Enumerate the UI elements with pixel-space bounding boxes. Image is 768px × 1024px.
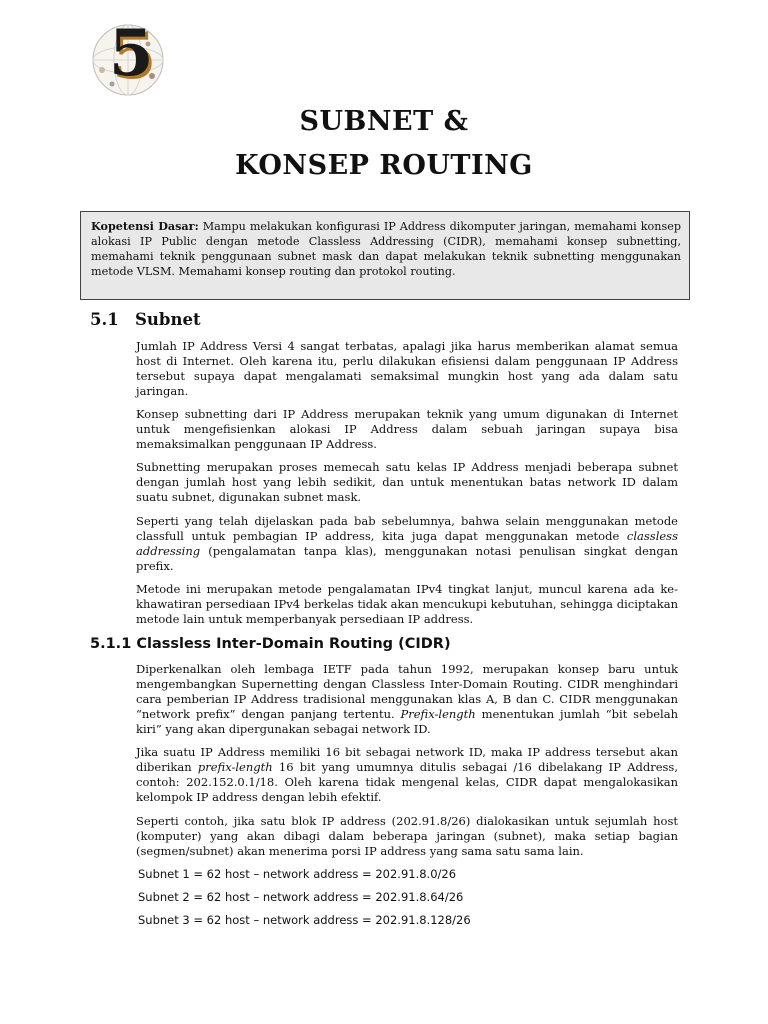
paragraph: Seperti contoh, jika satu blok IP address (202.91.8/26) dialokasikan untuk sejumlah host (komputer) yang akan dibagi dalam beberapa jaringan (subnet), maka setiap bagian (segmen/subnet) akan menerima porsi IP address yang sama satu sama lain.: [136, 814, 678, 858]
text-run: 16 bit yang umumnya ditulis sebagai /16 dibelakang IP Address, contoh: 202.152.0.1/18. Oleh karena tidak mengenal kelas, CIDR dapat mengalokasikan kelompok IP address dengan lebih efektif.: [136, 760, 678, 804]
page-title-line1: SUBNET &: [299, 106, 469, 137]
chapter-emblem: [90, 16, 166, 98]
chapter-number: 5: [109, 16, 154, 91]
paragraph: Subnetting merupakan proses memecah satu kelas IP Address menjadi beberapa subnet dengan jumlah host yang lebih sedikit, dan untuk menentukan batas network ID dalam suatu subnet, digunakan subnet mask.: [136, 460, 678, 504]
paragraph: Metode ini merupakan metode pengalamatan IPv4 tingkat lanjut, muncul karena ada ke-khawatiran persediaan IPv4 berkelas tidak akan mencukupi kebutuhan, sehingga diciptakan metode lain untuk memperbanyak persediaan IP address.: [136, 582, 678, 626]
italic-term: prefix-length: [197, 760, 273, 774]
subnet-line: Subnet 1 = 62 host – network address = 202.91.8.0/26: [138, 867, 457, 881]
paragraph: Jumlah IP Address Versi 4 sangat terbatas, apalagi jika harus memberikan alamat semua host di Internet. Oleh karena itu, perlu dilakukan efisiensi dalam penggunaan IP Address tersebut supaya dapat mengalamati semaksimal mungkin host yang ada dalam satu jaringan.: [136, 339, 678, 398]
paragraph: [136, 514, 678, 574]
page-title-line2: KONSEP ROUTING: [235, 150, 533, 181]
text-run: Jika suatu IP Address memiliki 16 bit sebagai network ID, maka IP address tersebut akan diberikan: [136, 745, 678, 774]
text-run: menentukan jumlah “bit sebelah kiri” yang akan dipergunakan sebagai network ID.: [136, 707, 678, 736]
paragraph: [136, 662, 678, 737]
text-run: Diperkenalkan oleh lembaga IETF pada tahun 1992, merupakan konsep baru untuk mengembangkan Supernetting dengan Classless Inter-Domain Routing. CIDR menghindari cara pemberian IP Address tradisional menggunakan klas A, B dan C. CIDR menggunakan “network prefix” dengan panjang tertentu.: [136, 662, 678, 721]
subnet-line: Subnet 3 = 62 host – network address = 202.91.8.128/26: [138, 913, 471, 927]
paragraph: Konsep subnetting dari IP Address merupakan teknik yang umum digunakan di Internet untuk mengefisienkan alokasi IP Address dalam sebuah jaringan supaya bisa memaksimalkan penggunaan IP Address.: [136, 407, 678, 451]
text-run: Seperti yang telah dijelaskan pada bab sebelumnya, bahwa selain menggunakan metode classfull untuk pembagian IP address, kita juga dapat menggunakan metode: [136, 514, 678, 543]
kompetensi-text: Mampu melakukan konfigurasi IP Address dikomputer jaringan, memahami konsep alokasi IP Public dengan metode Classless Addressing (CIDR), memahami konsep subnetting, memahami teknik penggunaan subnet mask dan dapat melakukan teknik subnetting menggunakan metode VLSM. Memahami konsep routing dan protokol routing.: [91, 220, 682, 278]
italic-term: Prefix-length: [400, 707, 476, 721]
section-title: Subnet: [135, 310, 201, 329]
paragraph: [136, 745, 678, 805]
subnet-line: Subnet 2 = 62 host – network address = 202.91.8.64/26: [138, 890, 464, 904]
text-run: (pengalamatan tanpa klas), menggunakan notasi penulisan singkat dengan prefix.: [136, 544, 678, 573]
section-number: 5.1: [90, 310, 119, 329]
kompetensi-label: Kopetensi Dasar:: [91, 219, 199, 233]
section-heading-5-1-1: 5.1.1 Classless Inter-Domain Routing (CIDR): [90, 636, 451, 652]
kompetensi-dasar-box: [80, 211, 690, 300]
section-heading-5-1: [90, 310, 201, 329]
italic-term: classless addressing: [136, 529, 678, 558]
